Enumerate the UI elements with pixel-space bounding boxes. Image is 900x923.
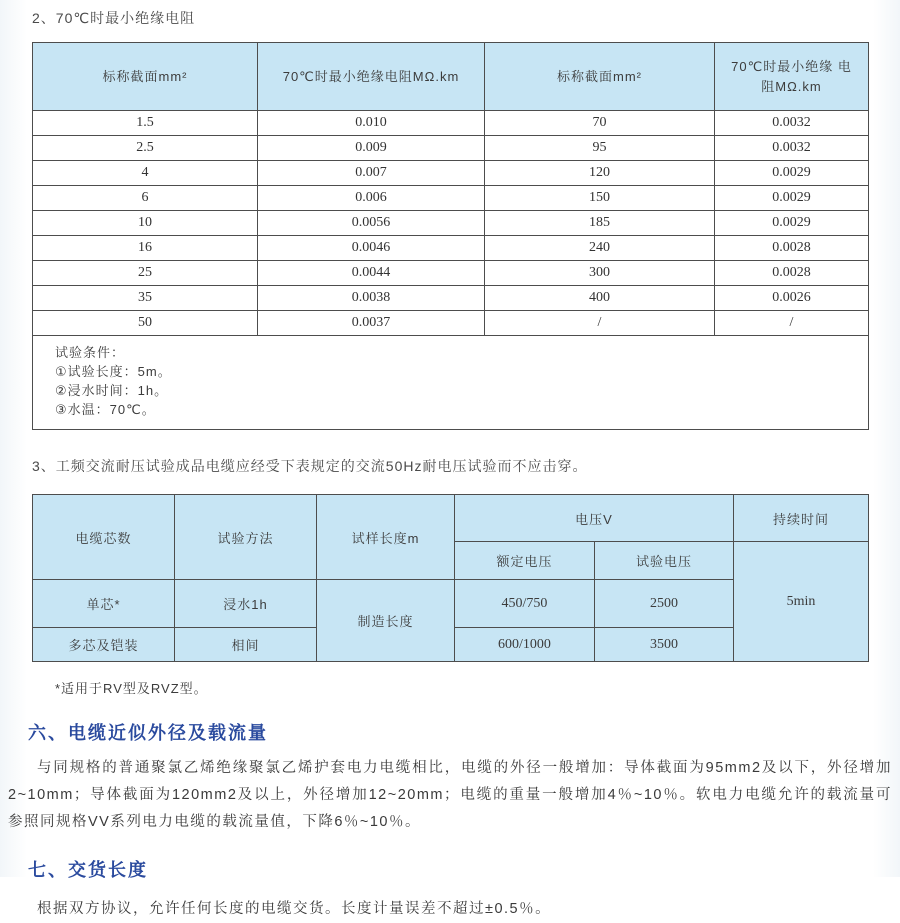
table-row bbox=[33, 286, 869, 311]
table-cell: 制造长度 bbox=[317, 580, 455, 662]
table-cell: 185 bbox=[485, 211, 715, 236]
column-header: 电缆芯数 bbox=[33, 495, 175, 580]
table-cell: 0.0029 bbox=[715, 186, 869, 211]
table-row bbox=[33, 161, 869, 186]
table-cell: 450/750 bbox=[455, 580, 595, 628]
table-row bbox=[33, 111, 869, 136]
table-cell: 相间 bbox=[175, 628, 317, 662]
column-header: 试验电压 bbox=[595, 542, 734, 580]
table-cell: 0.010 bbox=[258, 111, 485, 136]
column-header: 70℃时最小绝缘电阻MΩ.km bbox=[258, 43, 485, 111]
test-condition-line: 试验条件： bbox=[55, 345, 126, 360]
table-header-row bbox=[33, 43, 869, 111]
test-condition-line: ①试验长度：5m。 bbox=[55, 364, 172, 379]
table-cell: 0.0032 bbox=[715, 111, 869, 136]
table-header-row bbox=[33, 495, 869, 542]
table-row bbox=[33, 211, 869, 236]
column-header: 标称截面mm² bbox=[33, 43, 258, 111]
column-header: 试验方法 bbox=[175, 495, 317, 580]
section7-heading: 七、交货长度 bbox=[28, 860, 148, 880]
section2-heading: 2、70℃时最小绝缘电阻 bbox=[32, 10, 196, 26]
table-cell: 2500 bbox=[595, 580, 734, 628]
table-cell: 0.0056 bbox=[258, 211, 485, 236]
table-cell: 120 bbox=[485, 161, 715, 186]
table-cell: 浸水1h bbox=[175, 580, 317, 628]
table-cell: 300 bbox=[485, 261, 715, 286]
column-header: 电压V bbox=[455, 495, 734, 542]
table-cell: 240 bbox=[485, 236, 715, 261]
table-cell: 0.0046 bbox=[258, 236, 485, 261]
duration-value-cell: 5min bbox=[734, 542, 869, 662]
table-cell: / bbox=[485, 311, 715, 336]
section3-text: 3、工频交流耐压试验成品电缆应经受下表规定的交流50Hz耐电压试验而不应击穿。 bbox=[32, 458, 588, 474]
table-cell: 3500 bbox=[595, 628, 734, 662]
test-conditions-cell bbox=[33, 336, 869, 430]
table-cell: 35 bbox=[33, 286, 258, 311]
table-cell: 600/1000 bbox=[455, 628, 595, 662]
table-cell: 0.0028 bbox=[715, 261, 869, 286]
table-cell: 单芯* bbox=[33, 580, 175, 628]
test-conditions-row bbox=[33, 336, 869, 430]
voltage-withstand-test-table bbox=[32, 494, 869, 662]
table-row bbox=[33, 136, 869, 161]
table-row bbox=[33, 261, 869, 286]
table-cell: 0.0032 bbox=[715, 136, 869, 161]
table-row bbox=[33, 186, 869, 211]
table-cell: 50 bbox=[33, 311, 258, 336]
table-cell: 0.0038 bbox=[258, 286, 485, 311]
section6-heading: 六、电缆近似外径及载流量 bbox=[28, 723, 268, 743]
table-cell: 400 bbox=[485, 286, 715, 311]
table-cell: 16 bbox=[33, 236, 258, 261]
table-cell: 0.0044 bbox=[258, 261, 485, 286]
test-condition-line: ③水温：70℃。 bbox=[55, 402, 156, 417]
table-cell: 0.007 bbox=[258, 161, 485, 186]
table-cell: 95 bbox=[485, 136, 715, 161]
test-condition-line: ②浸水时间：1h。 bbox=[55, 383, 169, 398]
column-header: 试样长度m bbox=[317, 495, 455, 580]
table-cell: 70 bbox=[485, 111, 715, 136]
table-row bbox=[33, 311, 869, 336]
table-cell: 0.0029 bbox=[715, 161, 869, 186]
column-header: 额定电压 bbox=[455, 542, 595, 580]
section7-paragraph: 根据双方协议，允许任何长度的电缆交货。长度计量误差不超过±0.5％。 bbox=[37, 901, 552, 917]
table-cell: 4 bbox=[33, 161, 258, 186]
table-cell: 0.006 bbox=[258, 186, 485, 211]
min-insulation-resistance-table bbox=[32, 42, 869, 430]
table-cell: 25 bbox=[33, 261, 258, 286]
column-header: 70℃时最小绝缘 电阻MΩ.km bbox=[715, 43, 869, 111]
table-cell: 多芯及铠装 bbox=[33, 628, 175, 662]
table-cell: 0.009 bbox=[258, 136, 485, 161]
table-cell: 1.5 bbox=[33, 111, 258, 136]
table-cell: 10 bbox=[33, 211, 258, 236]
table-cell: 0.0028 bbox=[715, 236, 869, 261]
table-footnote: *适用于RV型及RVZ型。 bbox=[55, 681, 208, 696]
section6-paragraph: 与同规格的普通聚氯乙烯绝缘聚氯乙烯护套电力电缆相比，电缆的外径一般增加：导体截面为95mm2及以下，外径增加2~10mm；导体截面为120mm2及以上，外径增加12~20mm；电缆的重量一般增加4％~10％。软电力电缆允许的载流量可参照同规格VV系列电力电缆的载流量值，下降6％~10％。 bbox=[8, 760, 892, 830]
table-cell: 0.0037 bbox=[258, 311, 485, 336]
column-header: 持续时间 bbox=[734, 495, 869, 542]
table-row bbox=[33, 236, 869, 261]
table-cell: 150 bbox=[485, 186, 715, 211]
column-header: 标称截面mm² bbox=[485, 43, 715, 111]
table-cell: 0.0026 bbox=[715, 286, 869, 311]
table-cell: 2.5 bbox=[33, 136, 258, 161]
table-cell: 0.0029 bbox=[715, 211, 869, 236]
table-cell: 6 bbox=[33, 186, 258, 211]
table-cell: / bbox=[715, 311, 869, 336]
